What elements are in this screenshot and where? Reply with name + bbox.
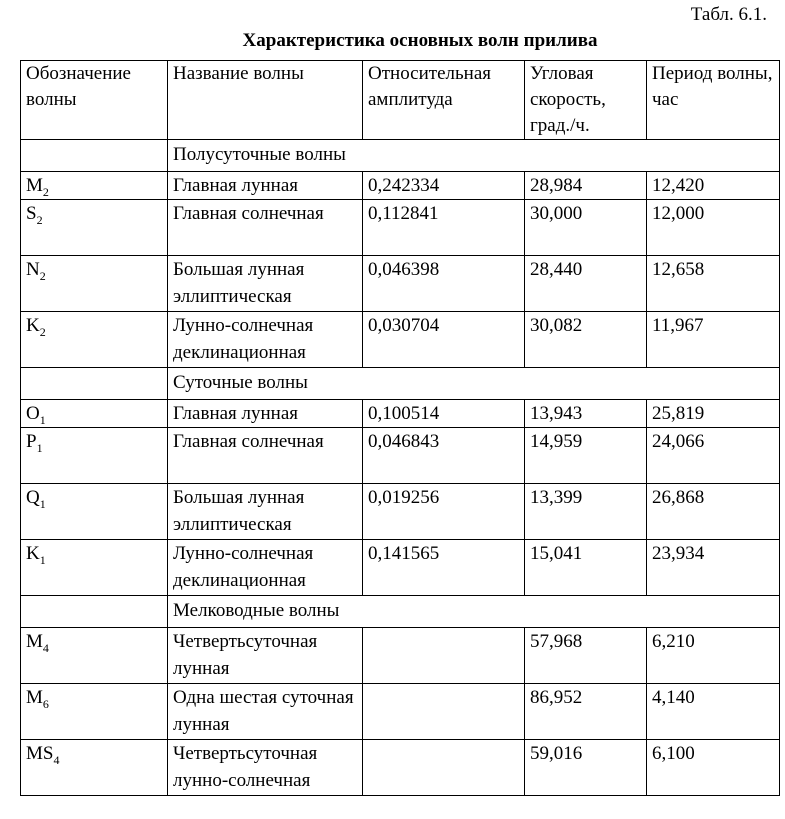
section-row: [21, 596, 780, 628]
section-label: Суточные волны: [168, 368, 780, 400]
wave-period: 11,967: [647, 312, 780, 368]
angular-speed: 13,943: [525, 400, 647, 428]
angular-speed: 28,440: [525, 256, 647, 312]
section-empty-cell: [21, 140, 168, 172]
symbol-letter: K: [26, 315, 40, 336]
section-row: [21, 140, 780, 172]
table-row: [21, 628, 780, 684]
section-row: [21, 368, 780, 400]
relative-amplitude: 0,141565: [363, 540, 525, 596]
wave-symbol: [21, 628, 168, 684]
relative-amplitude: [363, 628, 525, 684]
wave-period: 6,100: [647, 740, 780, 796]
angular-speed: 28,984: [525, 172, 647, 200]
symbol-subscript: 2: [42, 185, 49, 199]
wave-period: 12,000: [647, 200, 780, 256]
header-cell: Название волны: [168, 61, 363, 140]
symbol-letter: Q: [26, 487, 40, 508]
wave-name: Главная лунная: [168, 400, 363, 428]
symbol-subscript: 1: [39, 497, 46, 511]
section-label: Мелководные волны: [168, 596, 780, 628]
wave-symbol: [21, 172, 168, 200]
relative-amplitude: 0,100514: [363, 400, 525, 428]
wave-period: 24,066: [647, 428, 780, 484]
symbol-subscript: 6: [42, 697, 49, 711]
section-label: Полусуточные волны: [168, 140, 780, 172]
header-row: [21, 61, 780, 140]
table-number: Табл. 6.1.: [690, 4, 767, 25]
wave-symbol: [21, 256, 168, 312]
symbol-subscript: 4: [42, 641, 49, 655]
wave-name: Главная лунная: [168, 172, 363, 200]
wave-symbol: [21, 200, 168, 256]
symbol-letter: M: [26, 175, 43, 196]
symbol-letter: N: [26, 259, 40, 280]
header-cell: Период волны, час: [647, 61, 780, 140]
wave-symbol: [21, 484, 168, 540]
symbol-subscript: 2: [36, 213, 43, 227]
wave-symbol: [21, 540, 168, 596]
symbol-subscript: 2: [39, 325, 46, 339]
wave-period: 23,934: [647, 540, 780, 596]
symbol-letter: P: [26, 431, 37, 452]
header-cell: Обозначение волны: [21, 61, 168, 140]
symbol-subscript: 1: [36, 441, 43, 455]
angular-speed: 15,041: [525, 540, 647, 596]
table-title: Характеристика основных волн прилива: [242, 30, 598, 51]
wave-name: Одна шестая суточная лунная: [168, 684, 363, 740]
symbol-letter: K: [26, 543, 40, 564]
angular-speed: 57,968: [525, 628, 647, 684]
wave-symbol: [21, 400, 168, 428]
wave-symbol: [21, 312, 168, 368]
symbol-letter: M: [26, 631, 43, 652]
symbol-subscript: 2: [39, 269, 46, 283]
relative-amplitude: 0,046398: [363, 256, 525, 312]
symbol-subscript: 1: [39, 413, 46, 427]
wave-period: 6,210: [647, 628, 780, 684]
symbol-subscript: 1: [39, 553, 46, 567]
wave-symbol: [21, 740, 168, 796]
table-row: [21, 484, 780, 540]
symbol-letter: MS: [26, 743, 54, 764]
wave-symbol: [21, 684, 168, 740]
symbol-letter: M: [26, 687, 43, 708]
table-row: [21, 172, 780, 200]
table-row: [21, 540, 780, 596]
relative-amplitude: 0,242334: [363, 172, 525, 200]
wave-name: Четвертьсуточная лунная: [168, 628, 363, 684]
angular-speed: 14,959: [525, 428, 647, 484]
header-cell: Относительная амплитуда: [363, 61, 525, 140]
wave-name: Лунно-солнечная деклинационная: [168, 312, 363, 368]
wave-name: Главная солнечная: [168, 200, 363, 256]
symbol-letter: O: [26, 403, 40, 424]
wave-symbol: [21, 428, 168, 484]
angular-speed: 59,016: [525, 740, 647, 796]
angular-speed: 30,082: [525, 312, 647, 368]
relative-amplitude: [363, 684, 525, 740]
wave-name: Большая лунная эллиптическая: [168, 484, 363, 540]
relative-amplitude: 0,046843: [363, 428, 525, 484]
angular-speed: 13,399: [525, 484, 647, 540]
symbol-subscript: 4: [53, 753, 60, 767]
section-empty-cell: [21, 596, 168, 628]
wave-name: Главная солнечная: [168, 428, 363, 484]
relative-amplitude: 0,019256: [363, 484, 525, 540]
table-row: [21, 400, 780, 428]
tidal-waves-table: [20, 60, 780, 796]
relative-amplitude: 0,112841: [363, 200, 525, 256]
table-row: [21, 740, 780, 796]
table-row: [21, 428, 780, 484]
table-row: [21, 684, 780, 740]
table-row: [21, 312, 780, 368]
wave-name: Четвертьсуточная лунно-солнечная: [168, 740, 363, 796]
angular-speed: 86,952: [525, 684, 647, 740]
wave-name: Лунно-солнечная деклинационная: [168, 540, 363, 596]
section-empty-cell: [21, 368, 168, 400]
table-row: [21, 200, 780, 256]
table-row: [21, 256, 780, 312]
wave-period: 4,140: [647, 684, 780, 740]
relative-amplitude: [363, 740, 525, 796]
angular-speed: 30,000: [525, 200, 647, 256]
wave-period: 26,868: [647, 484, 780, 540]
wave-period: 12,420: [647, 172, 780, 200]
wave-period: 25,819: [647, 400, 780, 428]
wave-period: 12,658: [647, 256, 780, 312]
header-cell: Угловая скорость, град./ч.: [525, 61, 647, 140]
relative-amplitude: 0,030704: [363, 312, 525, 368]
wave-name: Большая лунная эллиптическая: [168, 256, 363, 312]
symbol-letter: S: [26, 203, 37, 224]
